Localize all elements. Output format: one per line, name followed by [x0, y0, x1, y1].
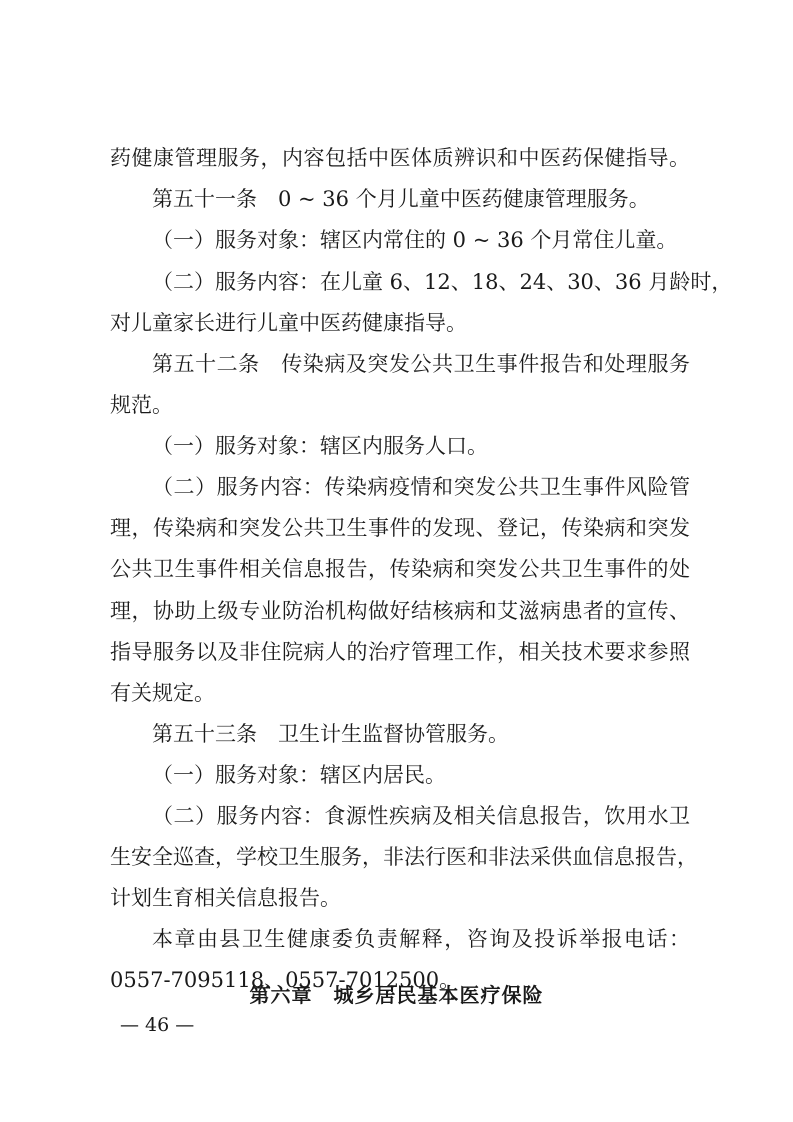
article-51-clause-1: （一）服务对象：辖区内常住的 0 ~ 36 个月常住儿童。 [152, 228, 678, 252]
body-line-18: 生安全巡查，学校卫生服务，非法行医和非法采供血信息报告， [110, 845, 698, 869]
body-line-1: 药健康管理服务，内容包括中医体质辨识和中医药保健指导。 [110, 146, 690, 170]
article-52-clause-2: （二）服务内容：传染病疫情和突发公共卫生事件风险管 [152, 475, 690, 499]
chapter-note: 本章由县卫生健康委负责解释，咨询及投诉举报电话： [152, 927, 690, 951]
body-line-5: 对儿童家长进行儿童中医药健康指导。 [110, 311, 467, 335]
article-53-heading: 第五十三条 卫生计生监督协管服务。 [152, 722, 509, 746]
body-line-19: 计划生育相关信息报告。 [110, 886, 341, 910]
article-52-heading: 第五十二条 传染病及突发公共卫生事件报告和处理服务 [152, 352, 690, 376]
body-line-10: 理，传染病和突发公共卫生事件的发现、登记，传染病和突发 [110, 516, 690, 540]
contact-phone-numbers: 0557-7095118、0557-7012500。 [110, 968, 461, 992]
article-51-clause-2: （二）服务内容：在儿童 6、12、18、24、30、36 月龄时， [152, 270, 733, 294]
body-line-13: 指导服务以及非住院病人的治疗管理工作，相关技术要求参照 [110, 640, 690, 664]
body-line-12: 理，协助上级专业防治机构做好结核病和艾滋病患者的宣传、 [110, 599, 690, 623]
article-53-clause-2: （二）服务内容：食源性疾病及相关信息报告，饮用水卫 [152, 804, 690, 828]
page-number: — 46 — [120, 1014, 195, 1036]
article-53-clause-1: （一）服务对象：辖区内居民。 [152, 763, 446, 787]
body-line-14: 有关规定。 [110, 681, 215, 705]
body-line-7: 规范。 [110, 393, 173, 417]
body-line-11: 公共卫生事件相关信息报告，传染病和突发公共卫生事件的处 [110, 557, 690, 581]
article-51-heading: 第五十一条 0 ~ 36 个月儿童中医药健康管理服务。 [152, 187, 650, 211]
chapter-heading: 第六章 城乡居民基本医疗保险 [249, 983, 544, 1007]
article-52-clause-1: （一）服务对象：辖区内服务人口。 [152, 434, 488, 458]
